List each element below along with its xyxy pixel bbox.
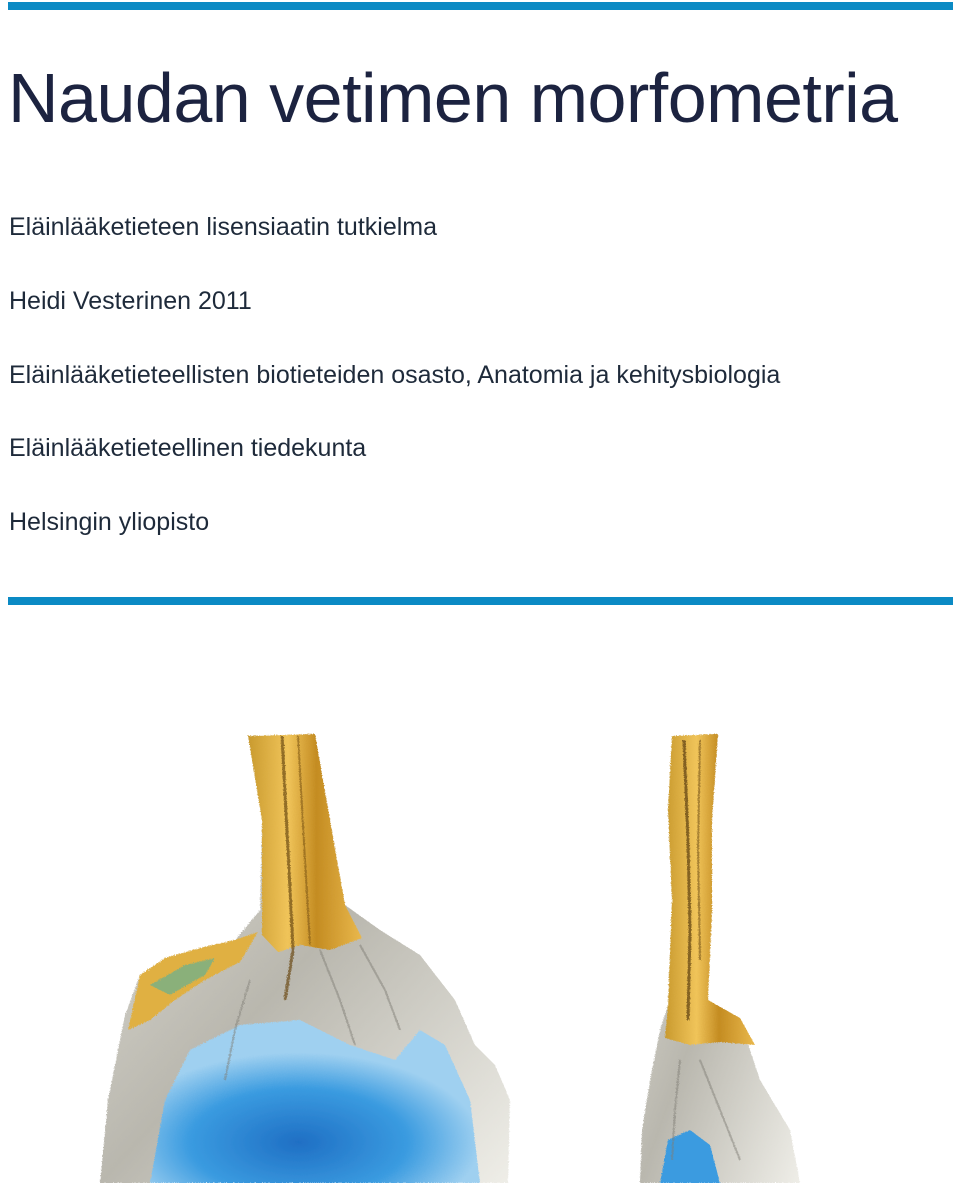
thesis-type: Eläinlääketieteen lisensiaatin tutkielma (9, 213, 438, 241)
top-accent-rule (8, 2, 953, 10)
teat-surface-scan-image (100, 734, 510, 1183)
bottom-accent-rule (8, 597, 953, 605)
page-title: Naudan vetimen morfometria (8, 59, 898, 137)
teat-scan-figure (0, 700, 960, 1183)
faculty: Eläinlääketieteellinen tiedekunta (9, 434, 367, 462)
teat-profile-scan-image (640, 734, 800, 1183)
department: Eläinlääketieteellisten biotieteiden osasto, Anatomia ja kehitysbiologia (9, 361, 781, 389)
university: Helsingin yliopisto (9, 508, 210, 536)
author-year: Heidi Vesterinen 2011 (9, 287, 252, 315)
